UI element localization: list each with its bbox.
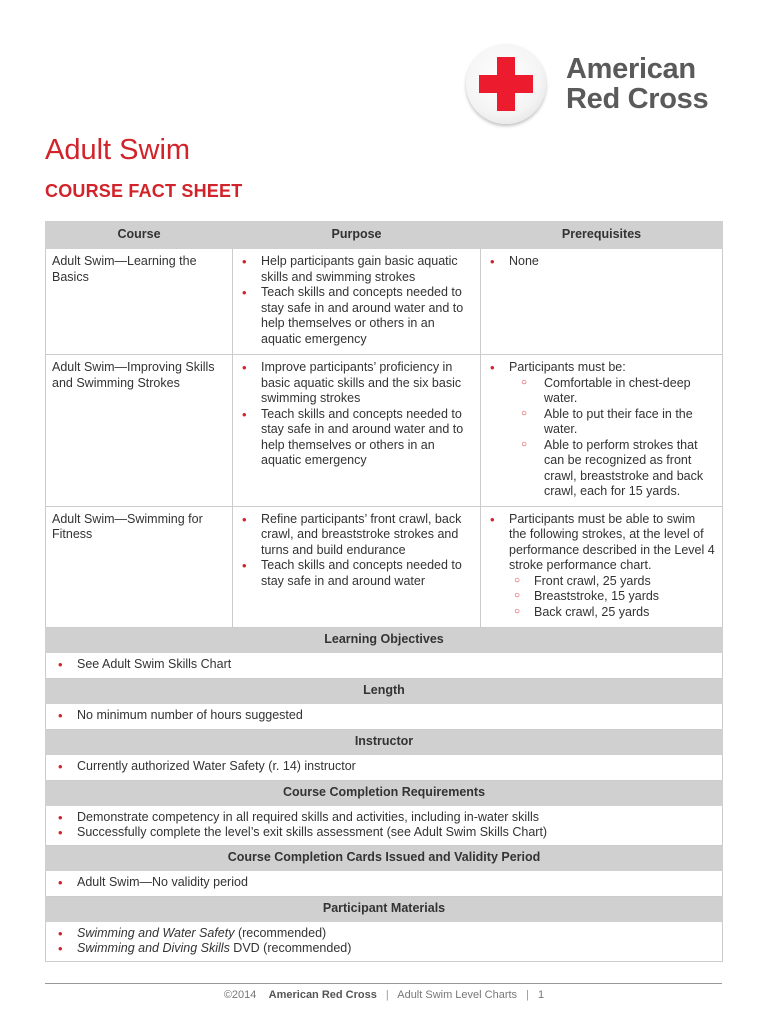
logo-line-2: Red Cross [566, 83, 709, 115]
purpose-cell [233, 355, 481, 507]
footer-separator: | [526, 989, 529, 1001]
list-item: • Teach skills and concepts needed to stay safe in and around water and to help themselves or others in an aquatic emergency [239, 285, 474, 347]
course-name: Adult Swim—Improving Skills and Swimming Strokes [52, 360, 215, 390]
material-note: (recommended) [234, 925, 327, 940]
footer-copyright: ©2014 [223, 989, 257, 1001]
page-title: Adult Swim [45, 134, 191, 166]
list-item: • Refine participants’ front crawl, back crawl, and breaststroke strokes and turns and build endurance [239, 512, 474, 559]
list-item [487, 360, 716, 500]
section-header-row [46, 845, 723, 870]
footer-document-name: Adult Swim Level Charts [397, 989, 518, 1001]
list-item: • Demonstrate competency in all required skills and activities, including in-water skills [55, 810, 716, 826]
section-header-row [46, 896, 723, 921]
section-heading-completion-requirements: Course Completion Requirements [46, 780, 723, 805]
american-red-cross-logo [466, 44, 736, 134]
sub-list-item: ○ Able to perform strokes that can be recognized as front crawl, breaststroke and back crawl, each for 15 yards. [509, 438, 716, 500]
footer-separator: | [385, 989, 389, 1001]
section-body [46, 921, 723, 961]
section-heading-learning-objectives: Learning Objectives [46, 627, 723, 652]
material-note: DVD (recommended) [229, 941, 352, 955]
sub-list-item: ○ Back crawl, 25 yards [509, 605, 716, 621]
footer-page-number: 1 [538, 989, 545, 1001]
list-item: • Help participants gain basic aquatic skills and swimming strokes [239, 254, 474, 285]
list-item: • Successfully complete the level’s exit skills assessment (see Adult Swim Skills Chart) [55, 825, 716, 841]
column-header-purpose: Purpose [233, 222, 481, 249]
section-header-row [46, 729, 723, 754]
prereq-intro: Participants must be able to swim the following strokes, at the level of performance described in the Level 4 stroke performance chart. [509, 511, 715, 572]
section-heading-instructor: Instructor [46, 729, 723, 754]
column-header-prerequisites: Prerequisites [481, 222, 723, 249]
section-body-row [46, 652, 723, 678]
material-title: Swimming and Diving Skills [77, 941, 230, 955]
page-subtitle: COURSE FACT SHEET [45, 181, 243, 201]
page-footer [0, 989, 768, 1001]
table-row [46, 249, 723, 355]
section-body [46, 805, 723, 845]
sub-list-item: ○ Able to put their face in the water. [509, 407, 716, 438]
course-fact-table [45, 221, 723, 962]
list-item: • Teach skills and concepts needed to stay safe in and around water [239, 558, 474, 589]
footer-brand: American Red Cross [268, 989, 377, 1001]
table-row [46, 506, 723, 627]
table-header-row [46, 222, 723, 249]
list-item: • None [487, 254, 716, 270]
section-body-row [46, 754, 723, 780]
section-body-row [46, 921, 723, 961]
section-body-row [46, 805, 723, 845]
section-header-row [46, 780, 723, 805]
list-item: • Currently authorized Water Safety (r. 14) instructor [55, 759, 716, 775]
section-body [46, 754, 723, 780]
list-item: • Improve participants’ proficiency in basic aquatic skills and the six basic swimming strokes [239, 360, 474, 407]
sub-list-item: ○ Comfortable in chest-deep water. [509, 376, 716, 407]
course-cell [46, 249, 233, 355]
prereq-intro: Participants must be: [509, 360, 626, 374]
course-name: Adult Swim—Swimming for Fitness [52, 511, 203, 541]
section-header-row [46, 627, 723, 652]
section-body [46, 652, 723, 678]
course-name: Adult Swim—Learning the Basics [52, 254, 197, 284]
course-cell [46, 506, 233, 627]
sub-list-item: ○ Front crawl, 25 yards [509, 574, 716, 590]
sub-list-item: ○ Breaststroke, 15 yards [509, 589, 716, 605]
logo-line-1: American [566, 53, 696, 85]
list-item: • Adult Swim—No validity period [55, 875, 716, 891]
list-item: • No minimum number of hours suggested [55, 708, 716, 724]
section-header-row [46, 678, 723, 703]
course-cell [46, 355, 233, 507]
material-title: Swimming and Water Safety [77, 925, 235, 940]
list-item [487, 512, 716, 621]
section-body [46, 703, 723, 729]
purpose-cell [233, 506, 481, 627]
list-item: • See Adult Swim Skills Chart [55, 657, 716, 673]
column-header-course: Course [46, 222, 233, 249]
footer-divider [45, 983, 722, 984]
section-heading-completion-cards: Course Completion Cards Issued and Validity Period [46, 845, 723, 870]
section-heading-participant-materials: Participant Materials [46, 896, 723, 921]
list-item [55, 926, 716, 942]
purpose-cell [233, 249, 481, 355]
section-body-row [46, 870, 723, 896]
logo-wordmark [566, 54, 736, 114]
section-body [46, 870, 723, 896]
table-row [46, 355, 723, 507]
list-item: • Teach skills and concepts needed to stay safe in and around water and to help themselves or others in an aquatic emergency [239, 407, 474, 469]
section-heading-length: Length [46, 678, 723, 703]
prerequisites-cell [481, 506, 723, 627]
section-body-row [46, 703, 723, 729]
red-cross-emblem-icon [466, 44, 546, 124]
prerequisites-cell [481, 249, 723, 355]
list-item [55, 941, 716, 957]
prerequisites-cell [481, 355, 723, 507]
